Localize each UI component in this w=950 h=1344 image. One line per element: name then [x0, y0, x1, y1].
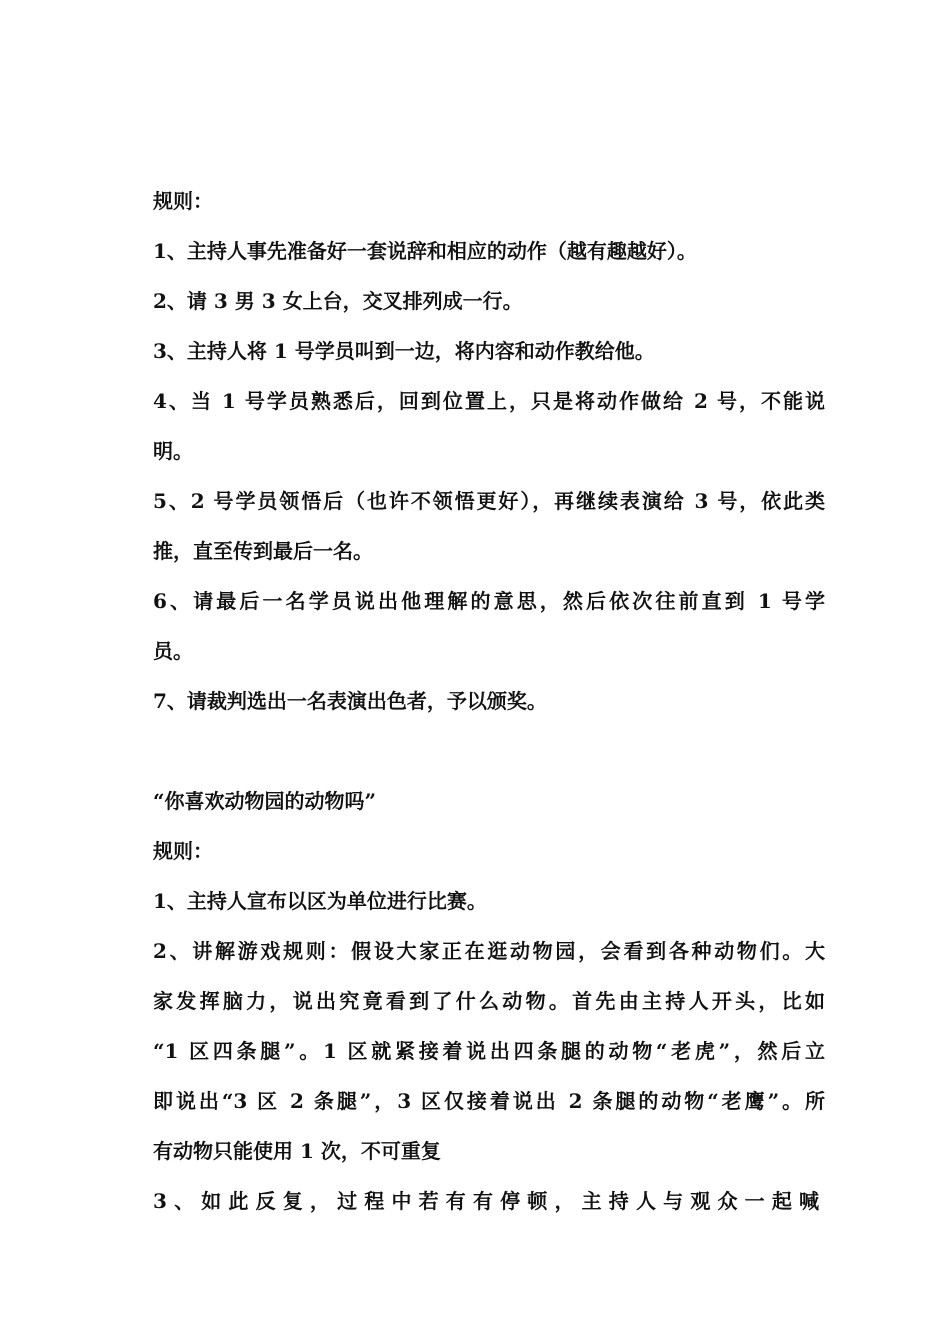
section1-rule-2: 2、请 3 男 3 女上台，交叉排列成一行。: [153, 289, 523, 313]
section1-rule-7: 7、请裁判选出一名表演出色者，予以颁奖。: [153, 689, 547, 713]
section1-rule-4-cont: 明。: [153, 439, 193, 463]
section2-rule-2: 2、讲解游戏规则：假设大家正在逛动物园，会看到各种动物们。大: [153, 939, 825, 963]
document-body: [153, 176, 825, 1226]
section2-rules-label: 规则：: [153, 839, 213, 863]
section2-rule-2-cont-1: 家发挥脑力，说出究竟看到了什么动物。首先由主持人开头，比如: [153, 989, 825, 1013]
section1-rule-1: 1、主持人事先准备好一套说辞和相应的动作（越有趣越好）。: [153, 239, 697, 263]
section1-rule-4: 4、当 1 号学员熟悉后，回到位置上，只是将动作做给 2 号，不能说: [153, 389, 825, 413]
section1-rule-5: 5、2 号学员领悟后（也许不领悟更好），再继续表演给 3 号，依此类: [153, 489, 825, 513]
section-spacer: [153, 726, 825, 776]
section2-rule-2-cont-3: 即说出“3 区 2 条腿”，3 区仅接着说出 2 条腿的动物“老鹰”。所: [153, 1089, 825, 1113]
section1-rule-5-cont: 推，直至传到最后一名。: [153, 539, 373, 563]
section1-rule-6: 6、请最后一名学员说出他理解的意思，然后依次往前直到 1 号学: [153, 589, 825, 613]
section1-rules-label: 规则：: [153, 189, 213, 213]
section2-rule-1: 1、主持人宣布以区为单位进行比赛。: [153, 889, 487, 913]
section2-rule-2-cont-4: 有动物只能使用 1 次，不可重复: [153, 1139, 441, 1163]
section2-rule-2-cont-2: “1 区四条腿”。1 区就紧接着说出四条腿的动物“老虎”，然后立: [153, 1039, 825, 1063]
section1-rule-3: 3、主持人将 1 号学员叫到一边，将内容和动作教给他。: [153, 339, 655, 363]
section1-rule-6-cont: 员。: [153, 639, 193, 663]
section2-title: “你喜欢动物园的动物吗”: [153, 789, 377, 813]
section2-rule-3: 3、如此反复，过程中若有有停顿，主持人与观众一起喊: [153, 1189, 825, 1213]
